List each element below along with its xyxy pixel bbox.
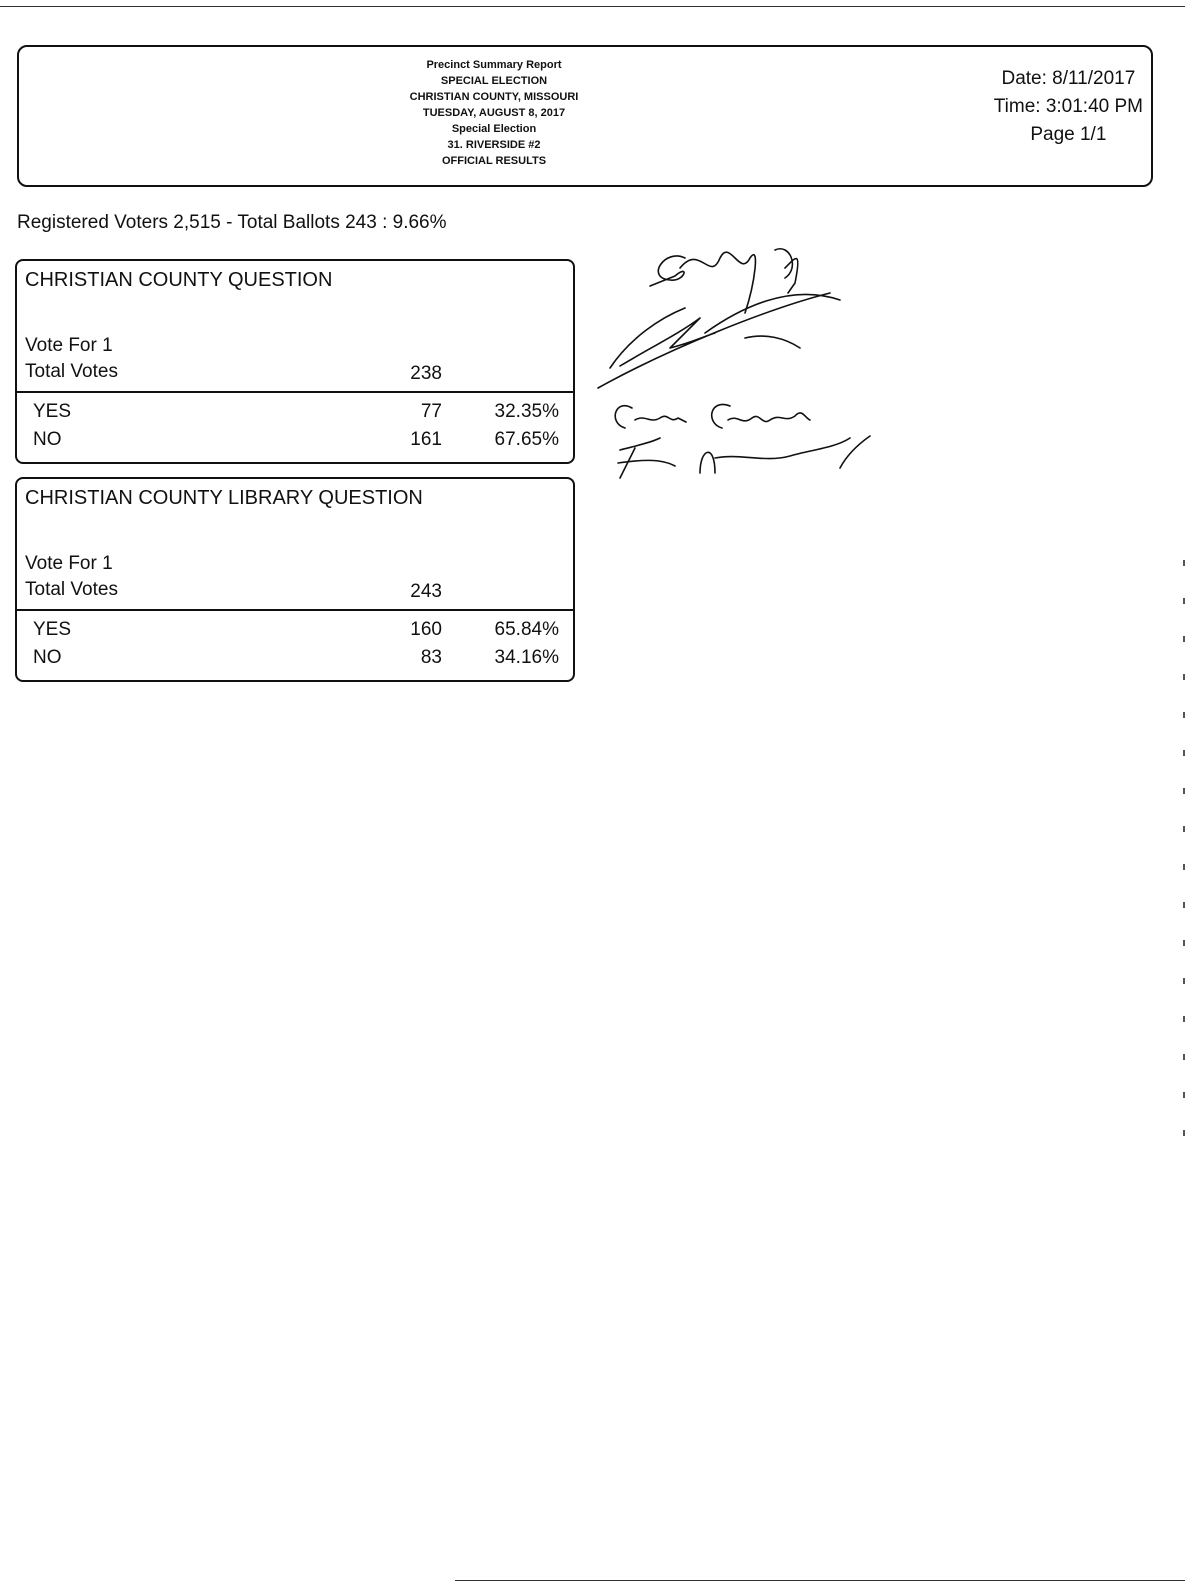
- election-name: SPECIAL ELECTION: [440, 75, 548, 87]
- precinct-name: 31. RIVERSIDE #2: [447, 139, 541, 151]
- vote-for: Vote For 1: [25, 553, 113, 574]
- results-status: OFFICIAL RESULTS: [441, 155, 547, 167]
- choice-label: YES: [33, 401, 72, 422]
- contest-box: [15, 477, 575, 682]
- choice-votes: 83: [420, 647, 442, 668]
- turnout-summary: Registered Voters 2,515 - Total Ballots 243 : 9.66%: [17, 212, 447, 233]
- report-date: Date: 8/11/2017: [1001, 68, 1136, 89]
- choice-label: NO: [33, 429, 62, 450]
- contest-box: [15, 259, 575, 464]
- result-row: [17, 619, 573, 645]
- signature-3: [615, 404, 810, 428]
- choice-label: NO: [33, 647, 62, 668]
- divider: [17, 391, 573, 393]
- report-title-block: [359, 57, 629, 169]
- result-row: [17, 429, 573, 455]
- scan-edge-bottom: [455, 1580, 1185, 1581]
- choice-percent: 32.35%: [494, 401, 559, 422]
- report-time: Time: 3:01:40 PM: [993, 96, 1143, 117]
- signature-4: [618, 436, 870, 478]
- county-name: CHRISTIAN COUNTY, MISSOURI: [409, 91, 579, 103]
- election-date: TUESDAY, AUGUST 8, 2017: [422, 107, 566, 119]
- divider: [17, 609, 573, 611]
- choice-percent: 34.16%: [494, 647, 559, 668]
- contest-title: CHRISTIAN COUNTY QUESTION: [25, 269, 333, 291]
- choice-label: YES: [33, 619, 72, 640]
- total-votes-value: 243: [410, 581, 442, 602]
- signature-2: [598, 293, 840, 388]
- report-meta: [994, 65, 1143, 149]
- result-row: [17, 401, 573, 427]
- choice-percent: 65.84%: [494, 619, 559, 640]
- choice-percent: 67.65%: [494, 429, 559, 450]
- total-votes-label: Total Votes: [25, 579, 118, 600]
- total-votes-label: Total Votes: [25, 361, 118, 382]
- page-number: Page 1/1: [1030, 124, 1107, 145]
- report-title: Precinct Summary Report: [426, 59, 562, 71]
- report-header: [17, 45, 1153, 187]
- signatures: [590, 238, 890, 498]
- result-row: [17, 647, 573, 673]
- vote-for: Vote For 1: [25, 335, 113, 356]
- contest-title: CHRISTIAN COUNTY LIBRARY QUESTION: [25, 487, 423, 509]
- election-type: Special Election: [451, 123, 537, 135]
- choice-votes: 161: [410, 429, 442, 450]
- scan-edge-marks: [1183, 560, 1185, 1160]
- scan-edge-top: [0, 6, 1185, 7]
- signature-1: [650, 249, 798, 313]
- choice-votes: 160: [410, 619, 442, 640]
- choice-votes: 77: [420, 401, 442, 422]
- total-votes-value: 238: [410, 363, 442, 384]
